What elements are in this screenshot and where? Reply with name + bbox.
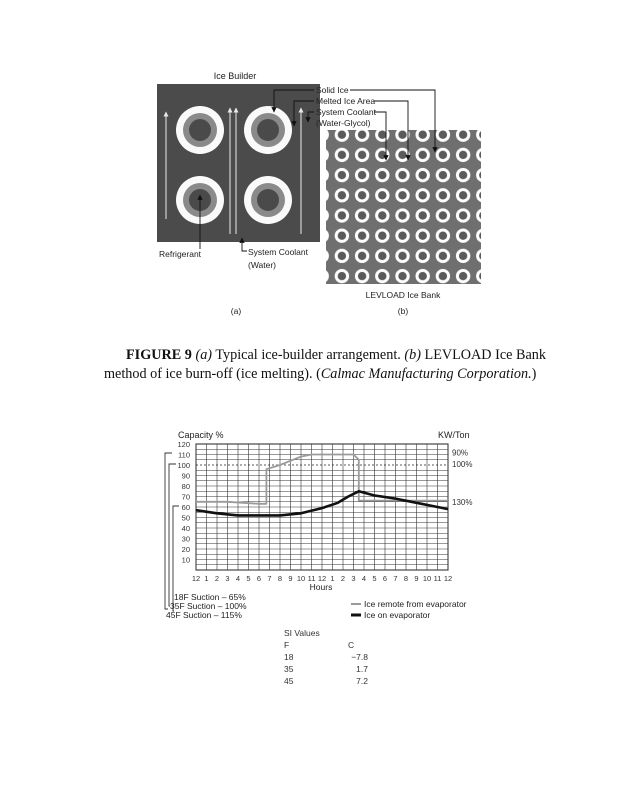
chart-legend (351, 599, 467, 620)
label-refrigerant: Refrigerant (159, 249, 202, 259)
si-values-title-row (284, 627, 368, 639)
x-tick-label: 10 (296, 574, 306, 583)
x-tick-label: 2 (214, 574, 220, 583)
si-cell-f: 45 (284, 676, 294, 686)
y-tick-label: 70 (181, 492, 190, 502)
y-tick-label: 90 (181, 471, 190, 481)
x-tick-label: 9 (288, 574, 293, 583)
si-cell-f: 18 (284, 652, 294, 662)
x-tick-label: 10 (422, 574, 432, 583)
x-tick-label: 6 (382, 574, 388, 583)
caption-part-b: (b) (404, 347, 421, 363)
si-header-f: F (284, 640, 290, 650)
x-tick-label: 8 (277, 574, 283, 583)
chart-ylabel: Capacity % (178, 430, 224, 440)
label-solid-ice: Solid Ice (316, 85, 349, 95)
figure-9-illustration (150, 64, 490, 324)
chart-ylabel-right: KW/Ton (438, 430, 470, 440)
x-tick-label: 3 (225, 574, 230, 583)
bracket-label-35f: 35F Suction – 100% (170, 601, 247, 611)
y-tick-label: 10 (181, 555, 190, 565)
tube (244, 106, 292, 154)
y-tick-label: 50 (181, 513, 190, 523)
y-tick-label: 40 (181, 524, 190, 533)
y-tick-label: 110 (178, 450, 190, 460)
label-system-coolant-water: System Coolant (248, 247, 308, 257)
label-water: (Water) (248, 260, 277, 270)
x-tick-label: 1 (330, 574, 335, 583)
caption-figure-label: FIGURE 9 (126, 347, 192, 363)
capacity-chart (160, 426, 490, 626)
table-row (284, 651, 368, 663)
x-tick-label: 11 (433, 574, 442, 583)
caption-text-b: LEVLOAD Ice Bank method of ice burn-off (ice melting). ( (104, 347, 546, 382)
x-tick-label: 8 (403, 574, 409, 583)
levload-ice-bank-panel (326, 130, 481, 284)
bracket-label-18f: 18F Suction – 65% (174, 592, 246, 602)
si-cell-f: 35 (284, 664, 294, 674)
y-tick-label: 80 (181, 482, 190, 491)
caption-source: Calmac Manufacturing Corporation. (320, 366, 532, 382)
chart-xlabel: Hours (309, 582, 333, 592)
chart-right-labels (452, 448, 472, 506)
y-tick-label: 20 (181, 545, 190, 554)
si-cell-c: −7.8 (351, 652, 368, 662)
x-tick-label: 5 (246, 574, 251, 583)
x-tick-label: 2 (340, 574, 346, 583)
right-axis-label: 100% (452, 459, 473, 469)
x-tick-label: 4 (361, 574, 367, 583)
table-row (284, 663, 368, 675)
x-tick-label: 3 (351, 574, 356, 583)
label-melted-ice-area: Melted Ice Area (316, 96, 376, 106)
ice-builder-panel (157, 84, 320, 242)
x-tick-label: 4 (235, 574, 241, 583)
x-tick-label: 6 (256, 574, 262, 583)
caption-close: ) (531, 366, 537, 382)
x-tick-label: 12 (191, 574, 201, 583)
x-tick-label: 7 (393, 574, 398, 583)
si-cell-c: 1.7 (356, 664, 368, 674)
table-row (284, 675, 368, 687)
label-levload-ice-bank: LEVLOAD Ice Bank (365, 290, 441, 300)
right-axis-label: 130% (452, 497, 473, 507)
ice-builder-title: Ice Builder (213, 71, 257, 81)
x-tick-label: 7 (267, 574, 272, 583)
x-tick-label: 1 (204, 574, 209, 583)
y-axis-bracket (165, 453, 179, 611)
bracket-label-45f: 45F Suction – 115% (166, 610, 242, 620)
y-tick-label: 30 (181, 534, 190, 544)
y-tick-label: 60 (181, 503, 190, 512)
si-values-title: SI Values (284, 628, 320, 638)
x-tick-label: 5 (372, 574, 377, 583)
x-tick-label: 9 (414, 574, 419, 583)
si-header-c: C (348, 640, 355, 650)
si-cell-c: 7.2 (356, 676, 368, 686)
figure-caption (104, 346, 546, 384)
caption-text-a: Typical ice-builder arrangement. (212, 347, 405, 363)
y-tick-label: 120 (177, 440, 190, 449)
x-tick-label: 12 (443, 574, 453, 583)
chart-y-ticks (177, 440, 190, 565)
panel-label-b: (b) (397, 306, 409, 316)
si-values-table (284, 627, 368, 687)
tube (244, 176, 292, 224)
label-system-coolant-glycol: System Coolant (316, 107, 376, 117)
legend-label-on: Ice on evaporator (364, 610, 431, 620)
tube (176, 106, 224, 154)
x-tick-label: 11 (307, 574, 316, 583)
legend-label-remote: Ice remote from evaporator (364, 599, 467, 609)
si-values-header-row (284, 639, 368, 651)
caption-part-a: (a) (195, 347, 213, 363)
x-tick-label: 12 (317, 574, 327, 583)
right-axis-label: 90% (452, 448, 469, 458)
label-water-glycol: (Water-Glycol) (316, 118, 371, 128)
panel-label-a: (a) (230, 306, 242, 316)
y-tick-label: 100 (177, 461, 190, 470)
